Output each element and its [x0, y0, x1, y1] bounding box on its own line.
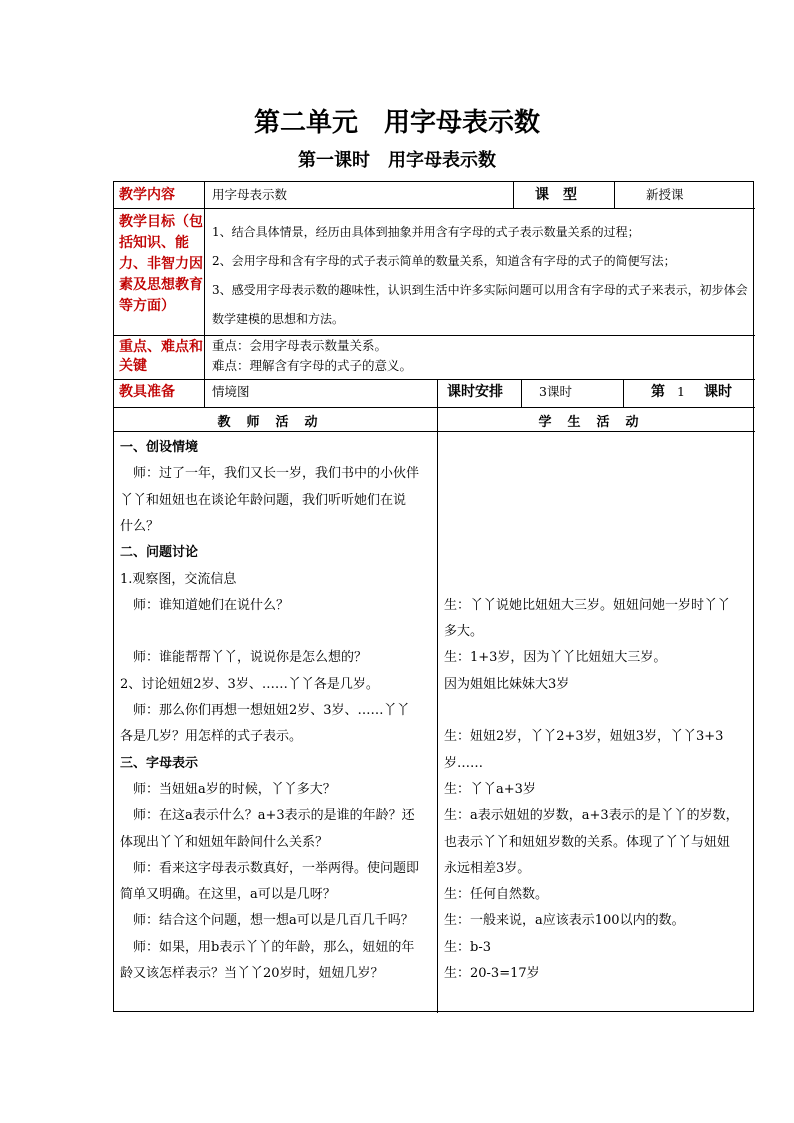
rule	[114, 407, 755, 408]
rule	[114, 431, 755, 432]
student-line: 生：丫丫说她比妞妞大三岁。妞妞问她一岁时丫丫	[444, 597, 731, 613]
teacher-line: 三、字母表示	[120, 755, 199, 771]
teacher-line: 师：过了一年，我们又长一岁，我们书中的小伙伴	[120, 466, 420, 482]
student-line: 生：b-3	[444, 939, 491, 955]
content-label: 教学内容	[119, 187, 175, 203]
teacher-line: 丫丫和妞妞也在谈论年龄问题，我们听听她们在说	[120, 492, 407, 508]
rule	[513, 182, 514, 208]
teacher-line: 师：如果，用b表示丫丫的年龄，那么，妞妞的年	[120, 939, 415, 955]
teacher-line: 师：谁能帮帮丫丫，说说你是怎么想的？	[120, 650, 368, 666]
student-line: 生：任何自然数。	[444, 887, 549, 903]
schedule-value: 3课时	[539, 384, 572, 399]
type-label: 课 型	[535, 187, 577, 203]
goal-item: 3、感受用字母表示数的趣味性，认识到生活中许多实际问题可以用含有字母的式子来表示，初步体会数学建模的思想和方法。	[212, 283, 748, 326]
teacher-line: 体现出丫丫和妞妞年龄间什么关系？	[120, 834, 329, 850]
student-line: 也表示丫丫和妞妞岁数的关系。体现了丫丫与妞妞	[444, 834, 731, 850]
teacher-line: 龄又该怎样表示？当丫丫20岁时，妞妞几岁？	[120, 966, 384, 981]
student-line: 生：一般来说，a应该表示100以内的数。	[444, 913, 685, 929]
goal-item: 2、会用字母和含有字母的式子表示简单的数量关系，知道含有字母的式子的简便写法；	[212, 254, 676, 268]
rule	[114, 208, 755, 209]
student-line: 因为姐姐比妹妹大3岁	[444, 676, 570, 692]
goals-label: 教学目标（包括知识、能力、非智力因素及思想教育等方面）	[119, 214, 203, 314]
teacher-line: 师：结合这个问题，想一想a可以是几百几千吗？	[120, 913, 414, 929]
rule	[114, 379, 755, 380]
key-point: 重点：会用字母表示数量关系。	[212, 338, 388, 353]
student-line: 岁……	[444, 755, 484, 771]
rule	[204, 182, 205, 407]
teacher-line: 各是几岁？用怎样的式子表示。	[120, 729, 303, 745]
lesson-prefix: 第	[651, 384, 665, 400]
student-line: 生：a表示妞妞的岁数，a+3表示的是丫丫的岁数，	[444, 808, 739, 824]
teacher-line: 1.观察图，交流信息	[120, 571, 237, 587]
teacher-line: 师：看来这字母表示数真好，一举两得。使问题即	[120, 860, 420, 876]
student-line: 生：丫丫a+3岁	[444, 781, 536, 797]
goals-list	[212, 218, 752, 334]
teacher-line: 师：谁知道她们在说什么？	[120, 597, 290, 613]
tools-value: 情境图	[212, 384, 250, 399]
student-line: 生：1+3岁，因为丫丫比妞妞大三岁。	[444, 650, 667, 666]
student-line: 多大。	[444, 624, 484, 640]
tools-label: 教具准备	[119, 384, 175, 400]
schedule-label: 课时安排	[447, 384, 503, 400]
type-value: 新授课	[646, 187, 684, 202]
lesson-number: 1	[677, 384, 685, 399]
teacher-line: 师：那么你们再想一想妞妞2岁、3岁、……丫丫	[120, 703, 410, 718]
teacher-line: 师：在这a表示什么？a+3表示的是谁的年龄？还	[120, 808, 415, 824]
lesson-suffix: 课时	[704, 384, 732, 400]
teacher-line: 什么？	[120, 518, 160, 534]
teacher-line: 2、讨论妞妞2岁、3岁、……丫丫各是几岁。	[120, 676, 379, 692]
student-line: 生：20-3=17岁	[444, 966, 540, 981]
student-header: 学生活动	[538, 415, 655, 430]
rule	[614, 182, 615, 208]
teacher-line: 一、创设情境	[120, 440, 199, 455]
teacher-header: 教师活动	[217, 415, 334, 430]
goal-item: 1、结合具体情景，经历由具体到抽象并用含有字母的式子表示数量关系的过程；	[212, 225, 640, 239]
difficulty-point: 难点：理解含有字母的式子的意义。	[212, 358, 413, 373]
rule	[437, 379, 438, 1013]
content-value: 用字母表示数	[212, 187, 288, 202]
keypoint-label: 重点、难点和关键	[119, 339, 203, 374]
rule	[114, 335, 755, 336]
teacher-line: 简单又明确。在这里，a可以是几呀？	[120, 887, 336, 903]
rule	[623, 379, 624, 407]
teacher-line: 二、问题讨论	[120, 545, 199, 561]
lesson-plan-table	[113, 181, 754, 1012]
rule	[521, 379, 522, 407]
student-line: 生：妞妞2岁，丫丫2+3岁，妞妞3岁，丫丫3+3	[444, 729, 724, 745]
page-title: 第二单元 用字母表示数	[253, 108, 540, 138]
page-subtitle: 第一课时 用字母表示数	[298, 150, 496, 171]
teacher-line: 师：当妞妞a岁的时候，丫丫多大？	[120, 781, 336, 797]
student-line: 永远相差3岁。	[444, 860, 531, 876]
